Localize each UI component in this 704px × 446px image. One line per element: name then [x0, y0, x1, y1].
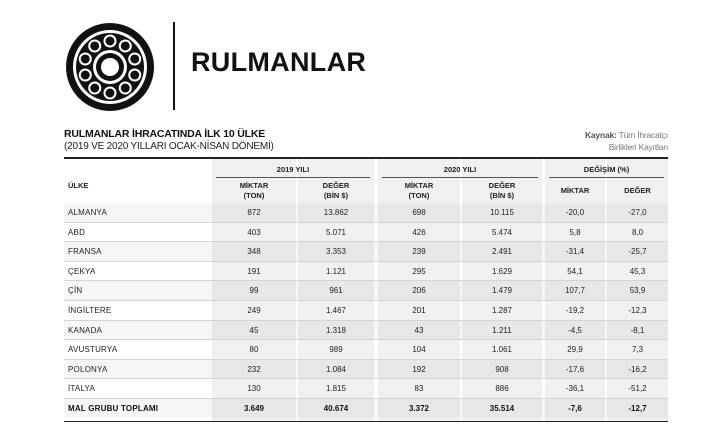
cell-cq: -31,4: [565, 247, 585, 257]
cell-q2020: 206: [412, 286, 426, 296]
cell-v2020: 886: [495, 384, 509, 394]
cell-q2020: 239: [412, 247, 426, 257]
cell-cv: -27,0: [628, 208, 647, 217]
header-country: ÜLKE: [68, 181, 89, 190]
cell-q2020: 698: [412, 208, 426, 217]
cell-q2019: 872: [247, 208, 261, 217]
data-table: [64, 159, 668, 421]
cell-q2019: 3.649: [243, 404, 265, 413]
header-val-2019: DEĞER (BİN $): [322, 181, 350, 200]
cell-v2019: 5.071: [325, 227, 347, 237]
cell-country: AVUSTURYA: [68, 345, 118, 355]
cell-q2019: 99: [249, 286, 259, 296]
header-underline: [216, 177, 370, 178]
bearing-ball-core: [121, 41, 130, 50]
cell-country: MAL GRUBU TOPLAMI: [68, 404, 159, 413]
cell-cq: -17,6: [565, 364, 585, 374]
cell-q2019: 232: [247, 364, 261, 374]
table-total-row: [64, 399, 668, 418]
table-row: [64, 379, 668, 398]
cell-q2020: 426: [412, 227, 426, 237]
table-subtitle: (2019 VE 2020 YILLARI OCAK-NİSAN DÖNEMİ): [64, 141, 274, 152]
table-title: RULMANLAR İHRACATINDA İLK 10 ÜLKE: [64, 128, 266, 140]
cell-cq: -7,6: [568, 404, 582, 413]
cell-country: ABD: [68, 227, 86, 237]
bearing-ball-core: [81, 71, 90, 80]
cell-cq: -19,2: [565, 306, 585, 315]
cell-cq: -4,5: [568, 325, 582, 335]
cell-country: ALMANYA: [68, 208, 108, 217]
table-row: [64, 223, 668, 242]
cell-cv: 53,9: [629, 286, 646, 296]
table-row: [64, 321, 668, 340]
cell-q2019: 191: [247, 266, 261, 276]
cell-q2020: 104: [412, 345, 426, 355]
cell-q2019: 348: [247, 247, 261, 257]
header-underline: [549, 177, 664, 178]
cell-country: ÇEKYA: [68, 266, 96, 276]
bearing-ball-core: [90, 84, 99, 93]
bearing-ball-core: [130, 54, 139, 63]
table-bottom-rule: [64, 421, 668, 422]
bearing-ball-core: [106, 37, 115, 46]
cell-country: POLONYA: [68, 364, 108, 374]
cell-v2019: 1.084: [325, 364, 347, 374]
table-row: [64, 262, 668, 281]
cell-cv: 8,0: [631, 227, 644, 237]
cell-v2020: 1.211: [492, 325, 512, 335]
cell-v2020: 1.629: [491, 266, 513, 276]
bearing-ball-core: [106, 89, 115, 98]
cell-q2020: 43: [414, 325, 424, 335]
header-2020: 2020 YILI: [443, 165, 477, 174]
cell-v2019: 1.121: [325, 266, 347, 276]
cell-v2019: 989: [329, 345, 343, 355]
cell-cv: -12,3: [628, 306, 647, 315]
table-row: [64, 340, 668, 359]
cell-v2020: 5.474: [491, 227, 513, 237]
cell-cv: -8,1: [630, 325, 645, 335]
header-2019: 2019 YILI: [276, 165, 310, 174]
header-qty-2019: MİKTAR (TON): [239, 181, 269, 200]
cell-country: FRANSA: [68, 247, 102, 257]
cell-q2019: 249: [247, 306, 261, 315]
cell-q2020: 3.372: [408, 404, 430, 413]
title-divider: [173, 22, 175, 110]
cell-q2020: 83: [414, 384, 424, 394]
bearing-ball-core: [121, 84, 130, 93]
cell-country: KANADA: [68, 325, 103, 335]
cell-v2020: 10.115: [490, 208, 514, 217]
source-label: Kaynak:: [584, 130, 617, 140]
table-row: [64, 203, 668, 222]
cell-v2020: 35.514: [489, 404, 515, 413]
cell-v2019: 3.353: [325, 247, 347, 257]
bearing-ball-core: [81, 54, 90, 63]
cell-q2019: 130: [247, 384, 261, 394]
table-row: [64, 281, 668, 300]
cell-v2019: 1.467: [325, 306, 347, 315]
cell-q2020: 201: [412, 306, 426, 315]
cell-country: ÇİN: [68, 286, 83, 296]
cell-cv: -51,2: [628, 384, 647, 394]
cell-cq: 107,7: [564, 286, 586, 296]
page-title: RULMANLAR: [191, 47, 367, 77]
cell-country: İTALYA: [68, 384, 95, 394]
bearing-ball-core: [130, 71, 139, 80]
cell-q2019: 403: [247, 227, 261, 237]
cell-v2020: 1.287: [491, 306, 513, 315]
cell-cq: -20,0: [565, 208, 585, 217]
cell-cv: -12,7: [628, 404, 647, 413]
cell-v2020: 2.491: [491, 247, 513, 257]
cell-cv: 45,3: [629, 266, 646, 276]
cell-cv: 7,3: [631, 345, 644, 355]
table-row: [64, 242, 668, 261]
ball-bearing-icon: [64, 21, 156, 113]
cell-cq: 5,8: [569, 227, 581, 237]
cell-v2019: 1.815: [325, 384, 347, 394]
cell-v2020: 908: [495, 364, 509, 374]
cell-cq: 54,1: [567, 266, 583, 276]
source-line-2: Birlikleri Kayıtları: [608, 142, 668, 152]
header-val-2020: DEĞER (BİN $): [488, 181, 516, 200]
source-line-1: Tüm İhracatçı: [618, 130, 668, 140]
header-qty-2020: MİKTAR (TON): [404, 181, 434, 200]
header-change-qty: MİKTAR: [560, 186, 590, 195]
cell-v2019: 13.862: [323, 208, 349, 217]
cell-v2019: 961: [329, 286, 343, 296]
header-underline: [382, 177, 538, 178]
cell-v2020: 1.479: [491, 286, 513, 296]
cell-country: İNGİLTERE: [68, 306, 112, 315]
cell-cq: -36,1: [565, 384, 585, 394]
cell-q2019: 80: [249, 345, 259, 355]
cell-q2020: 295: [412, 266, 426, 276]
cell-cv: -25,7: [628, 247, 647, 257]
source-note: [585, 129, 668, 153]
cell-v2020: 1.061: [491, 345, 513, 355]
header-change-val: DEĞER: [624, 186, 651, 195]
cell-v2019: 1.318: [325, 325, 347, 335]
bearing-ball-core: [90, 41, 99, 50]
table-row: [64, 301, 668, 320]
header-change: DEĞİŞİM (%): [583, 165, 630, 174]
cell-cv: -16,2: [628, 364, 647, 374]
cell-q2019: 45: [249, 325, 259, 335]
table-row: [64, 360, 668, 379]
cell-cq: 29,9: [567, 345, 583, 355]
cell-v2019: 40.674: [323, 404, 349, 413]
cell-q2020: 192: [412, 364, 426, 374]
